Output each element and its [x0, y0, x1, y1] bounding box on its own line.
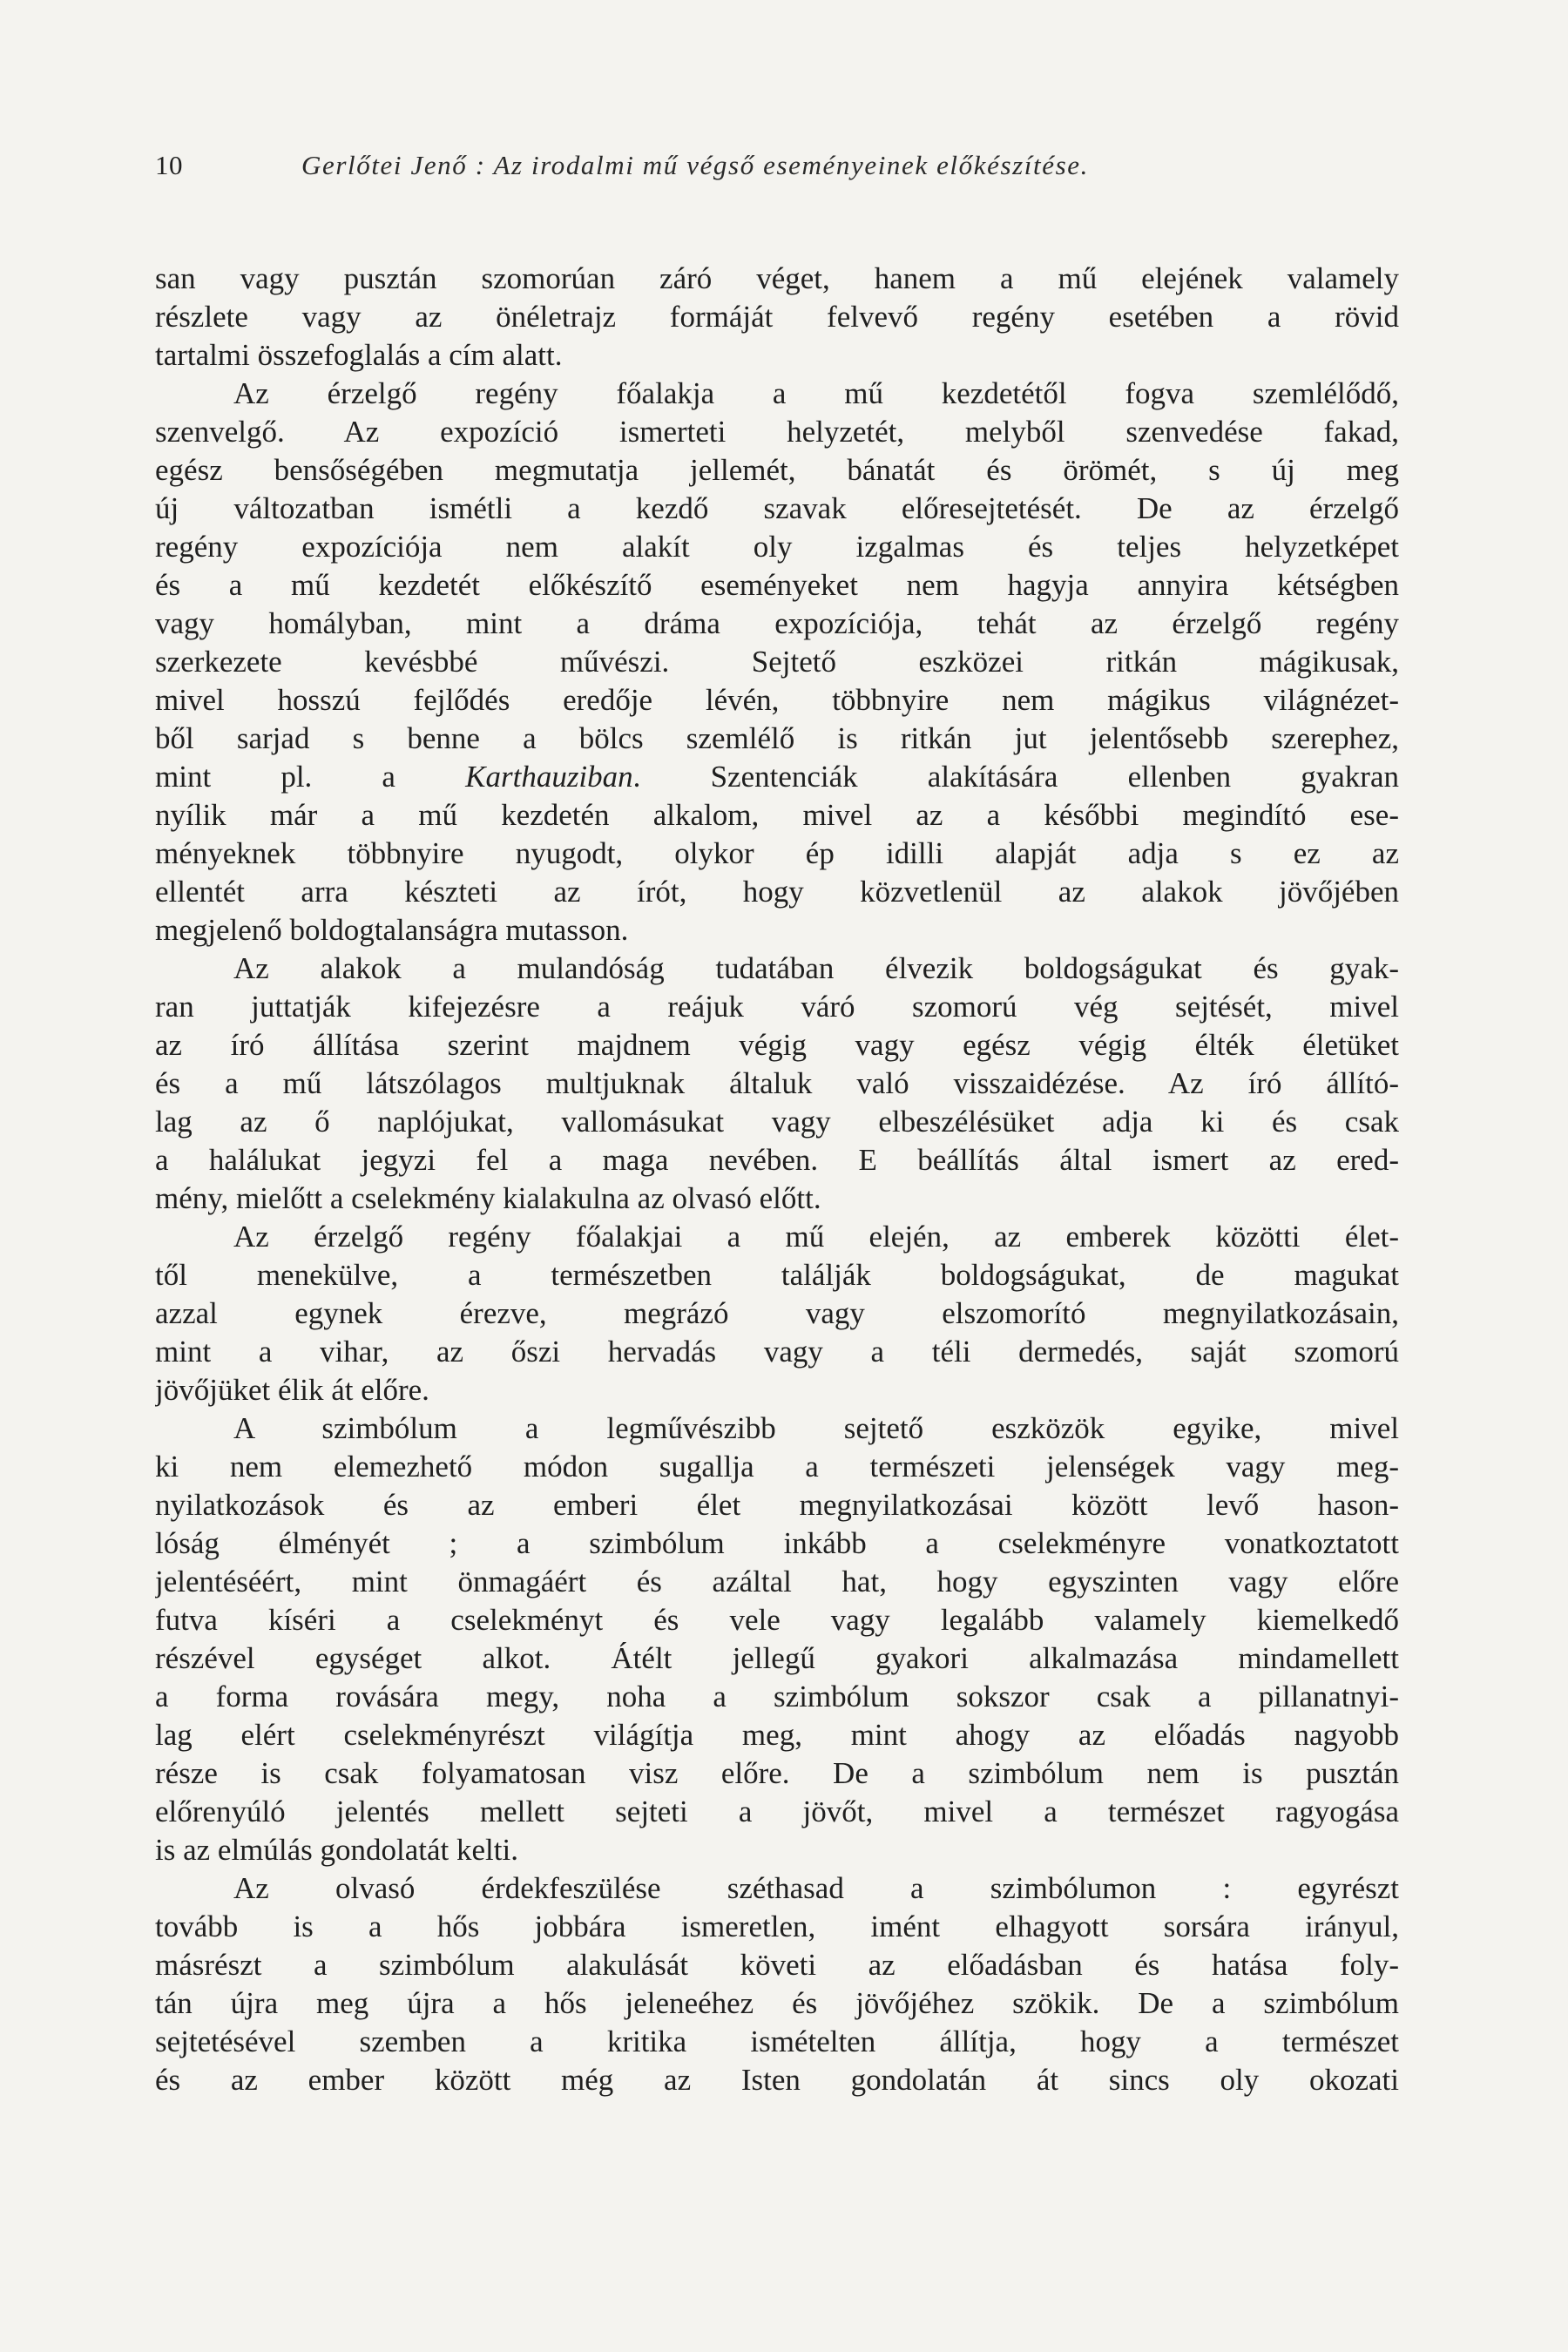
text-line: azzal egynek érezve, megrázó vagy elszomorító megnyilatkozásain,: [155, 1296, 1399, 1330]
text-line: ran juttatják kifejezésre a reájuk váró szomorú vég sejtését, mivel: [155, 990, 1399, 1024]
paragraph-start-line: Az érzelgő regény főalakjai a mű elején, az emberek közötti élet-: [233, 1220, 1399, 1254]
text-line: mény, mielőtt a cselekmény kialakulna az olvasó előtt.: [155, 1181, 821, 1215]
paragraph-start-line: A szimbólum a legművészibb sejtető eszközök egyike, mivel: [233, 1411, 1399, 1445]
paragraph-start-line: Az alakok a mulandóság tudatában élvezik boldogságukat és gyak-: [233, 951, 1399, 985]
line-text-rest: . Szentenciák alakítására ellenben gyakran: [632, 760, 1399, 794]
text-line: az író állítása szerint majdnem végig vagy egész végig élték életüket: [155, 1028, 1399, 1062]
text-line: tartalmi összefoglalás a cím alatt.: [155, 338, 563, 372]
text-line: san vagy pusztán szomorúan záró véget, hanem a mű elejének valamely: [155, 261, 1399, 295]
text-line: másrészt a szimbólum alakulását követi az előadásban és hatása foly-: [155, 1948, 1399, 1982]
page-header: [155, 139, 1401, 192]
text-line: része is csak folyamatosan visz előre. De a szimbólum nem is pusztán: [155, 1756, 1399, 1790]
text-line: ményeknek többnyire nyugodt, olykor ép idilli alapját adja s ez az: [155, 836, 1399, 870]
text-line: előrenyúló jelentés mellett sejteti a jövőt, mivel a természet ragyogása: [155, 1794, 1399, 1828]
text-line: regény expozíciója nem alakít oly izgalmas és teljes helyzetképet: [155, 530, 1399, 564]
line-text-lead: mint pl. a: [155, 760, 466, 794]
text-line: től menekülve, a természetben találják boldogságukat, de magukat: [155, 1258, 1399, 1292]
text-line: jelentéséért, mint önmagáért és azáltal hat, hogy egyszinten vagy előre: [155, 1565, 1399, 1598]
text-line-with-title: [155, 758, 1399, 796]
text-line: jövőjüket élik át előre.: [155, 1373, 429, 1407]
text-line: nyilatkozások és az emberi élet megnyilatkozásai között levő hason-: [155, 1488, 1399, 1522]
text-line: lag elért cselekményrészt világítja meg, mint ahogy az előadás nagyobb: [155, 1718, 1399, 1752]
text-line: is az elmúlás gondolatát kelti.: [155, 1833, 518, 1867]
text-line: futva kíséri a cselekményt és vele vagy legalább valamely kiemelkedő: [155, 1603, 1399, 1637]
body-text: [155, 260, 1399, 2099]
paragraph-start-line: Az érzelgő regény főalakja a mű kezdetétől fogva szemlélődő,: [233, 376, 1399, 410]
text-line: lag az ő naplójukat, vallomásukat vagy elbeszélésüket adja ki és csak: [155, 1105, 1399, 1139]
text-line: új változatban ismétli a kezdő szavak előresejtetését. De az érzelgő: [155, 491, 1399, 525]
running-head: Gerlőtei Jenő : Az irodalmi mű végső eseményeinek előkészítése.: [301, 150, 1089, 180]
text-line: szerkezete kevésbbé művészi. Sejtető eszközei ritkán mágikusak,: [155, 645, 1399, 679]
text-line: részével egységet alkot. Átélt jellegű gyakori alkalmazása mindamellett: [155, 1641, 1399, 1675]
text-line: és az ember között még az Isten gondolatán át sincs oly okozati: [155, 2063, 1399, 2097]
page-number: 10: [155, 150, 183, 180]
text-line: mivel hosszú fejlődés eredője lévén, többnyire nem mágikus világnézet-: [155, 683, 1399, 717]
text-line: ellentét arra készteti az írót, hogy közvetlenül az alakok jövőjében: [155, 875, 1399, 909]
text-line: részlete vagy az önéletrajz formáját felvevő regény esetében a rövid: [155, 300, 1399, 334]
text-line: ből sarjad s benne a bölcs szemlélő is ritkán jut jelentősebb szerephez,: [155, 721, 1399, 755]
text-line: mint a vihar, az őszi hervadás vagy a téli dermedés, saját szomorú: [155, 1335, 1399, 1369]
text-line: a halálukat jegyzi fel a maga nevében. E beállítás által ismert az ered-: [155, 1143, 1399, 1177]
text-line: és a mű kezdetét előkészítő eseményeket nem hagyja annyira kétségben: [155, 568, 1399, 602]
text-line: megjelenő boldogtalanságra mutasson.: [155, 913, 629, 947]
text-line: tán újra meg újra a hős jeleneéhez és jövőjéhez szökik. De a szimbólum: [155, 1986, 1399, 2020]
text-line: tovább is a hős jobbára ismeretlen, imént elhagyott sorsára irányul,: [155, 1909, 1399, 1943]
work-title: Karthauziban: [465, 760, 633, 794]
text-line: vagy homályban, mint a dráma expozíciója, tehát az érzelgő regény: [155, 606, 1399, 640]
paragraph-start-line: Az olvasó érdekfeszülése széthasad a szimbólumon : egyrészt: [233, 1871, 1399, 1905]
text-line: nyílik már a mű kezdetén alkalom, mivel az a későbbi megindító ese-: [155, 798, 1399, 832]
text-line: sejtetésével szemben a kritika ismételten állítja, hogy a természet: [155, 2024, 1399, 2058]
text-line: ki nem elemezhető módon sugallja a természeti jelenségek vagy meg-: [155, 1450, 1399, 1484]
text-line: szenvelgő. Az expozíció ismerteti helyzetét, melyből szenvedése fakad,: [155, 415, 1399, 449]
text-line: a forma rovására megy, noha a szimbólum sokszor csak a pillanatnyi-: [155, 1680, 1399, 1713]
text-line: egész bensőségében megmutatja jellemét, bánatát és örömét, s új meg: [155, 453, 1399, 487]
text-line: lóság élményét ; a szimbólum inkább a cselekményre vonatkoztatott: [155, 1526, 1399, 1560]
text-line: és a mű látszólagos multjuknak általuk való visszaidézése. Az író állító-: [155, 1066, 1399, 1100]
